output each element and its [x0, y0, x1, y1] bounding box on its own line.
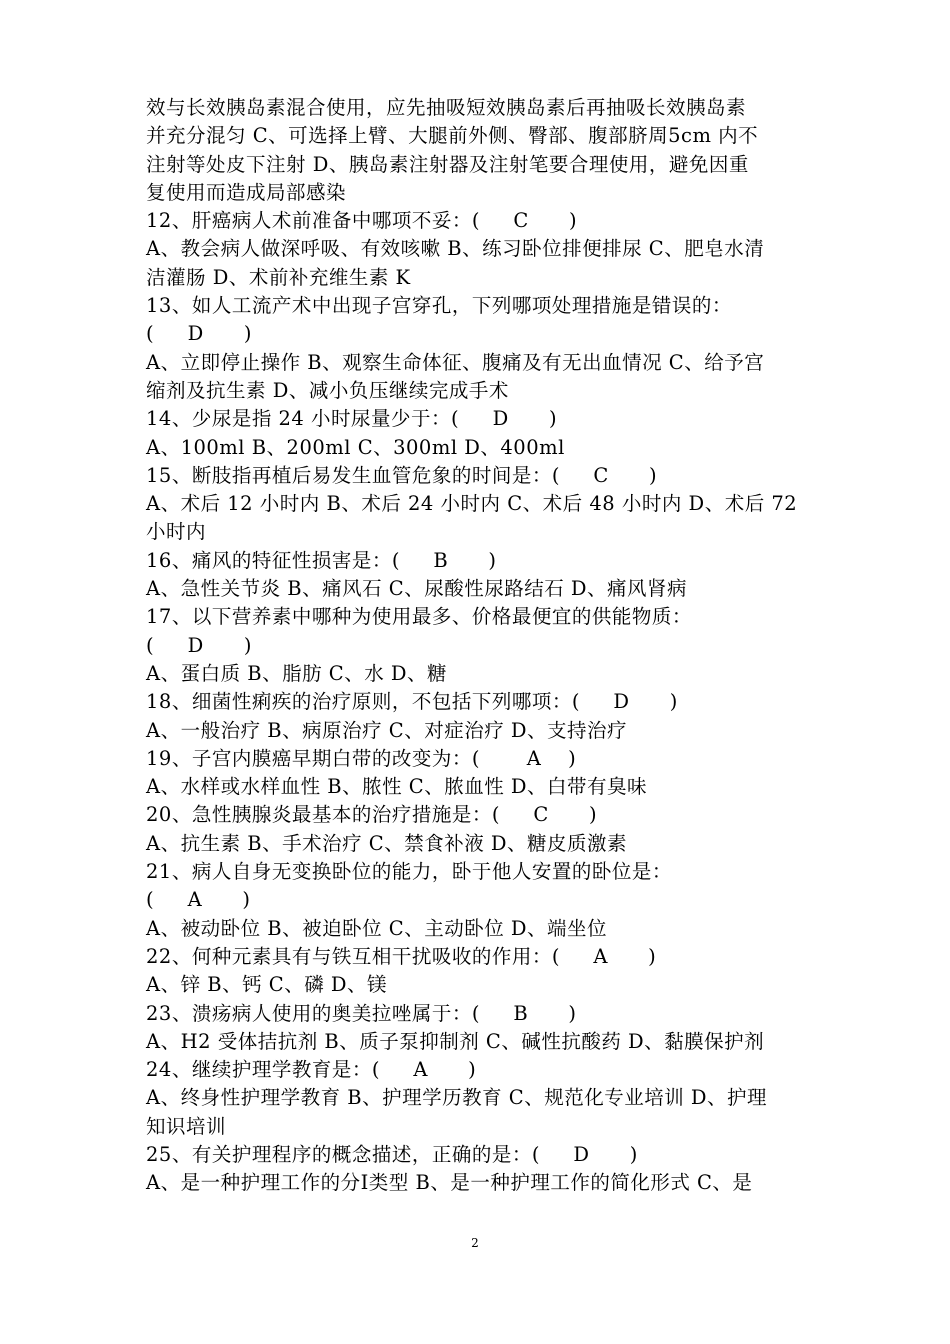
text-line: A、水样或水样血性 B、脓性 C、脓血性 D、白带有臭味 [146, 775, 648, 799]
text-line: 知识培训 [146, 1114, 227, 1138]
text-line: A、锌 B、钙 C、磷 D、镁 [146, 973, 388, 997]
text-line: A、术后 12 小时内 B、术后 24 小时内 C、术后 48 小时内 D、术后 72 [146, 492, 798, 516]
text-line: A、抗生素 B、手术治疗 C、禁食补液 D、糖皮质激素 [146, 831, 628, 855]
text-line: ( D ) [146, 322, 253, 346]
text-line: 12、肝癌病人术前准备中哪项不妥：( C ) [146, 209, 578, 233]
text-line: ( A ) [146, 888, 251, 912]
text-line: 25、有关护理程序的概念描述，正确的是：( D ) [146, 1142, 638, 1166]
text-line: 效与长效胰岛素混合使用，应先抽吸短效胰岛素后再抽吸长效胰岛素 [146, 96, 747, 119]
text-line: 18、细菌性痢疾的治疗原则，不包括下列哪项：( D ) [146, 690, 678, 714]
text-line: 14、少尿是指 24 小时尿量少于：( D ) [146, 407, 558, 431]
text-line: A、终身性护理学教育 B、护理学历教育 C、规范化专业培训 D、护理 [146, 1086, 768, 1110]
text-line: A、教会病人做深呼吸、有效咳嗽 B、练习卧位排便排尿 C、肥皂水清 [146, 237, 765, 261]
text-line: 缩剂及抗生素 D、减小负压继续完成手术 [146, 378, 509, 402]
text-line: 23、溃疡病人使用的奥美拉唑属于：( B ) [146, 1001, 577, 1025]
text-line: 20、急性胰腺炎最基本的治疗措施是：( C ) [146, 803, 598, 827]
text-line: 洁灌肠 D、术前补充维生素 K [146, 265, 411, 289]
text-line: ( D ) [146, 633, 253, 657]
text-line: 复使用而造成局部感染 [146, 180, 347, 204]
text-line: 16、痛风的特征性损害是：( B ) [146, 548, 497, 572]
text-line: A、H2 受体拮抗剂 B、质子泵抑制剂 C、碱性抗酸药 D、黏膜保护剂 [146, 1029, 765, 1053]
text-line: A、立即停止操作 B、观察生命体征、腹痛及有无出血情况 C、给予宫 [146, 350, 765, 374]
text-line: 22、何种元素具有与铁互相干扰吸收的作用：( A ) [146, 944, 657, 968]
text-line: 小时内 [146, 520, 207, 544]
text-line: 13、如人工流产术中出现子宫穿孔，下列哪项处理措施是错误的： [146, 294, 732, 318]
text-line: A、蛋白质 B、脂肪 C、水 D、糖 [146, 661, 448, 685]
text-line: A、是一种护理工作的分Ⅰ类型 B、是一种护理工作的简化形式 C、是 [146, 1171, 753, 1195]
text-line: 17、以下营养素中哪种为使用最多、价格最便宜的供能物质： [146, 605, 692, 629]
text-line: A、急性关节炎 B、痛风石 C、尿酸性尿路结石 D、痛风肾病 [146, 577, 688, 601]
text-line: 15、断肢指再植后易发生血管危象的时间是：( C ) [146, 463, 658, 487]
text-line: A、被动卧位 B、被迫卧位 C、主动卧位 D、端坐位 [146, 916, 608, 940]
text-line: 并充分混匀 C、可选择上臂、大腿前外侧、臀部、腹部脐周5cm 内不 [146, 124, 759, 148]
text-line: A、一般治疗 B、病原治疗 C、对症治疗 D、支持治疗 [146, 718, 628, 742]
text-line: 注射等处皮下注射 D、胰岛素注射器及注射笔要合理使用，避免因重 [146, 152, 749, 176]
text-line: 21、病人自身无变换卧位的能力，卧于他人安置的卧位是： [146, 860, 672, 884]
page-number: 2 [471, 1236, 479, 1250]
page-content [146, 94, 816, 1198]
text-line: A、100ml B、200ml C、300ml D、400ml [146, 435, 565, 459]
text-line: 24、继续护理学教育是：( A ) [146, 1058, 477, 1082]
text-line: 19、子宫内膜癌早期白带的改变为：( A ) [146, 746, 577, 770]
